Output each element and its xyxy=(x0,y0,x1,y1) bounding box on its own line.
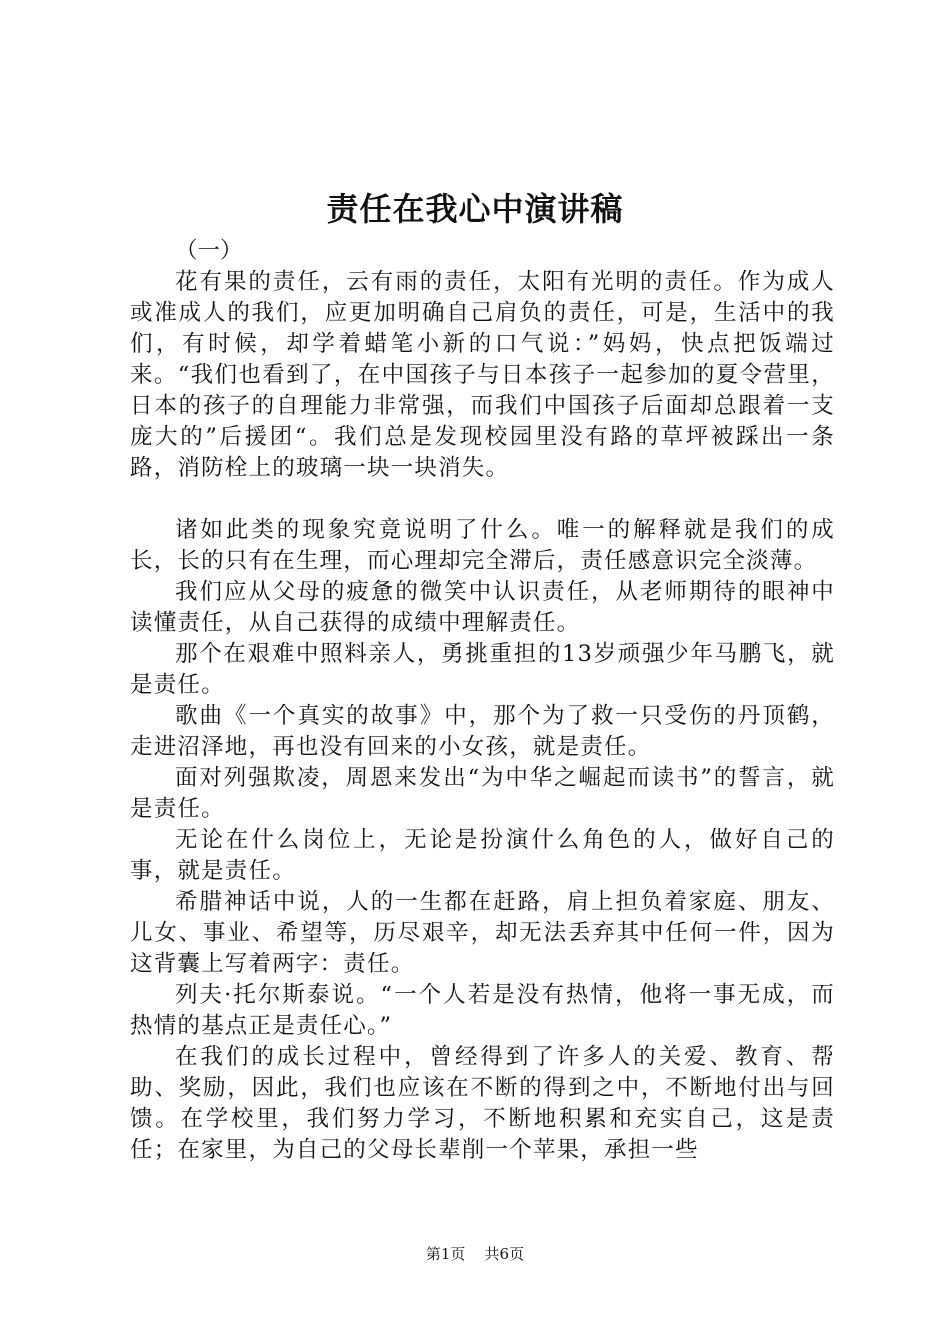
paragraph: 诸如此类的现象究竟说明了什么。唯一的解释就是我们的成长，长的只有在生理，而心理却完全滞后，责任感意识完全淡薄。 xyxy=(130,517,835,574)
paragraph-spacer xyxy=(130,484,835,515)
document-title: 责任在我心中演讲稿 xyxy=(326,190,624,228)
paragraph: 面对列强欺凌，周恩来发出“为中华之崛起而读书”的誓言，就是责任。 xyxy=(130,765,835,822)
paragraph: 歌曲《一个真实的故事》中，那个为了救一只受伤的丹顶鹤，走进沼泽地，再也没有回来的小女孩，就是责任。 xyxy=(130,703,835,760)
paragraph: 那个在艰难中照料亲人，勇挑重担的13岁顽强少年马鹏飞，就是责任。 xyxy=(130,641,835,698)
paragraph: 在我们的成长过程中，曾经得到了许多人的关爱、教育、帮助、奖励，因此，我们也应该在不断的得到之中，不断地付出与回馈。在学校里，我们努力学习，不断地积累和充实自己，这是责任；在家里，为自己的父母长辈削一个苹果，承担一些 xyxy=(130,1044,835,1163)
document-body xyxy=(130,236,835,1166)
page-footer xyxy=(0,1243,950,1265)
paragraph: 无论在什么岗位上，无论是扮演什么角色的人，做好自己的事，就是责任。 xyxy=(130,827,835,884)
paragraph: 希腊神话中说，人的一生都在赶路，肩上担负着家庭、朋友、儿女、事业、希望等，历尽艰辛，却无法丢弃其中任何一件，因为这背囊上写着两字：责任。 xyxy=(130,889,835,977)
paragraph: 列夫·托尔斯泰说。“一个人若是没有热情，他将一事无成，而热情的基点正是责任心。” xyxy=(130,982,835,1039)
paragraph: 花有果的责任，云有雨的责任，太阳有光明的责任。作为成人或准成人的我们，应更加明确自己肩负的责任，可是，生活中的我们，有时候，却学着蜡笔小新的口气说：”妈妈，快点把饭端过来。“我们也看到了，在中国孩子与日本孩子一起参加的夏令营里，日本的孩子的自理能力非常强，而我们中国孩子后面却总跟着一支庞大的”后援团“。我们总是发现校园里没有路的草坪被踩出一条路，消防栓上的玻璃一块一块消失。 xyxy=(130,269,835,481)
page-number: 第1页 xyxy=(425,1245,466,1263)
page-total: 共6页 xyxy=(484,1245,525,1263)
page-separator xyxy=(470,1245,480,1263)
paragraph: 我们应从父母的疲惫的微笑中认识责任，从老师期待的眼神中读懂责任，从自己获得的成绩中理解责任。 xyxy=(130,579,835,636)
section-marker: （一） xyxy=(175,238,243,264)
